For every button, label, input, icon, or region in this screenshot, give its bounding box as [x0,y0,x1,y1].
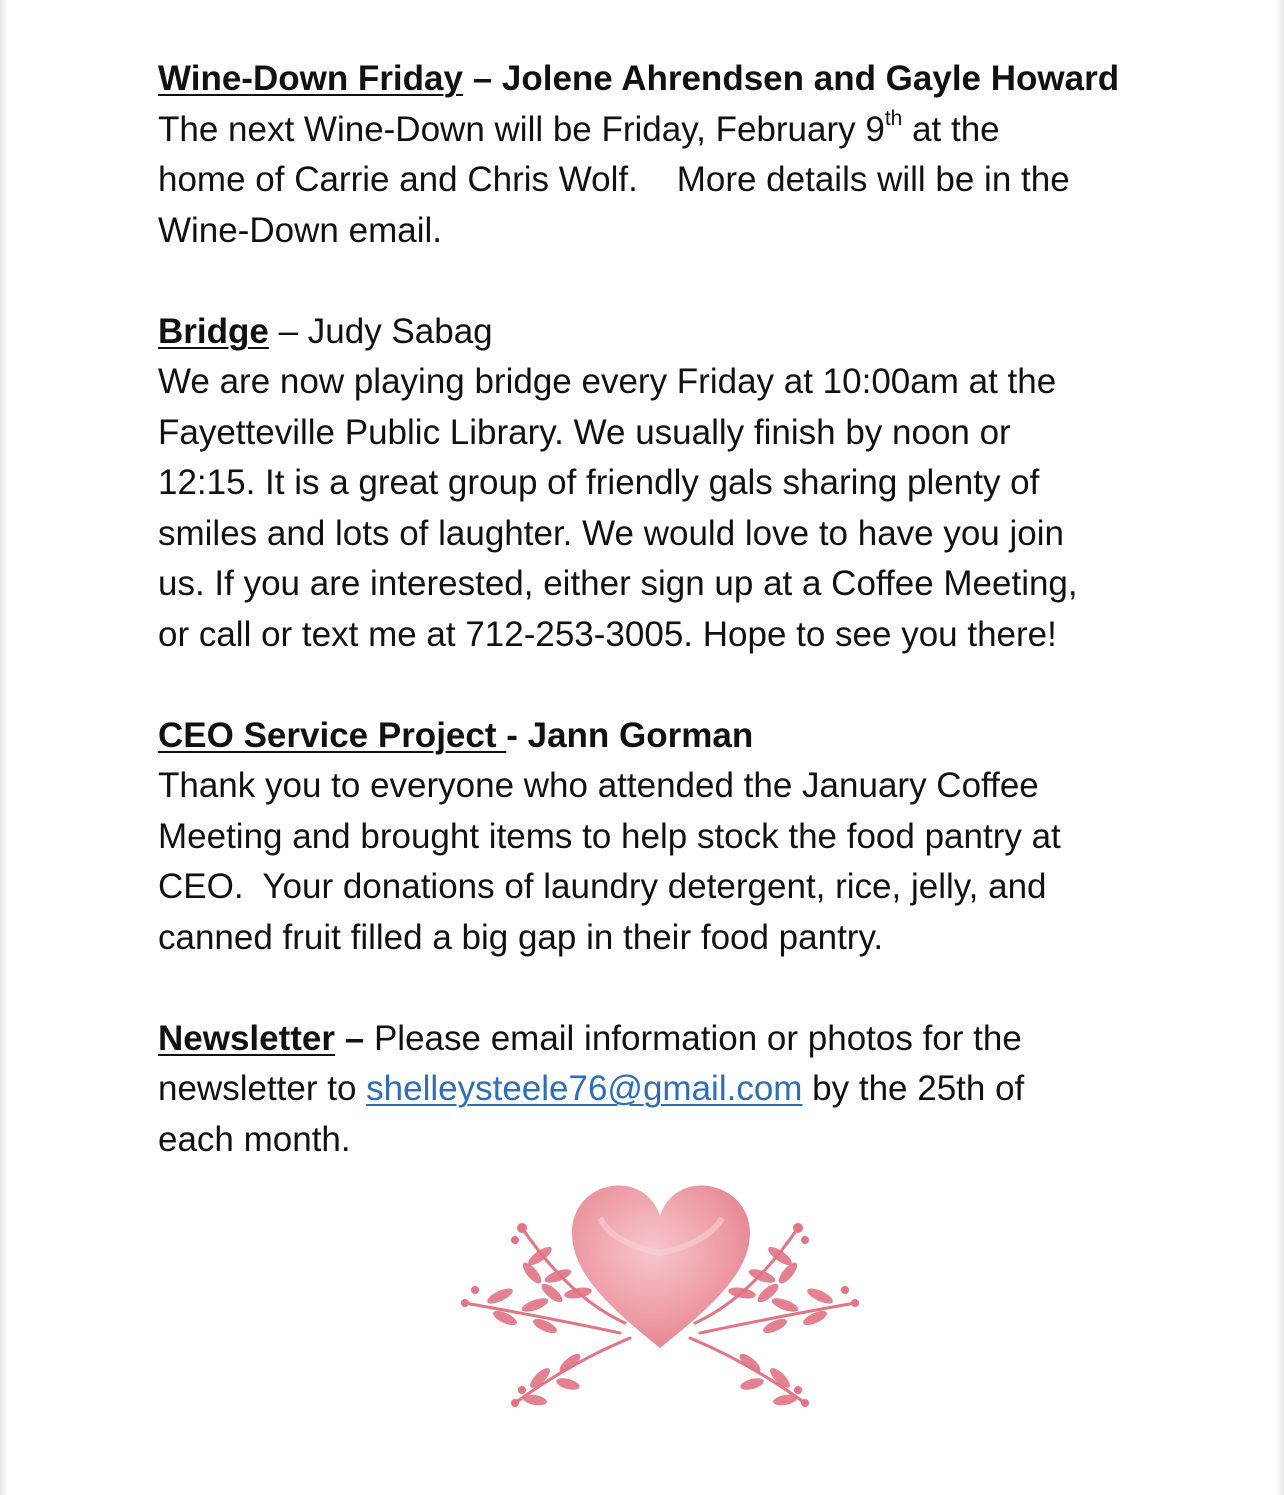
bridge-text-line: Fayetteville Public Library. We usually finish by noon or [158,412,1011,452]
wine-down-section [158,54,1178,256]
newsletter-text-line [158,1064,1178,1115]
newsletter-title: Newsletter [158,1018,336,1058]
ceo-text-line: Meeting and brought items to help stock the food pantry at [158,816,1061,856]
newsletter-text: Please email information or photos for the [373,1018,1022,1058]
heart-decoration [460,1178,860,1418]
bridge-text-line: or call or text me at 712-253-3005. Hope to see you there! [158,614,1057,654]
ceo-text-line: canned fruit filled a big gap in their food pantry. [158,917,884,957]
wine-down-date-text-end: at the [902,109,1000,149]
page-edge-left [0,0,8,1495]
bridge-dash: – [268,311,308,351]
newsletter-content [158,54,1178,1165]
wine-down-hosts: Jolene Ahrendsen and Gayle Howard [501,59,1120,98]
heart-shape [572,1185,750,1348]
newsletter-text-line: each month. [158,1119,351,1159]
newsletter-section [158,1014,1178,1166]
ceo-leader: Jann Gorman [527,715,754,755]
bridge-text-line: 12:15. It is a great group of friendly gals sharing plenty of [158,463,1040,502]
ceo-section [158,711,1178,964]
bridge-leader: Judy Sabag [307,311,493,351]
page-edge-right [1276,0,1284,1495]
ceo-title: CEO Service Project [158,715,507,755]
wine-down-text-line [158,105,1178,156]
ordinal-suffix: th [884,106,903,130]
heart-icon [460,1178,860,1418]
newsletter-dash: – [335,1018,374,1058]
bridge-section [158,307,1178,661]
newsletter-text: newsletter to [158,1069,367,1108]
ceo-text-line: CEO. Your donations of laundry detergent, rice, jelly, and [158,867,1047,906]
email-link[interactable]: shelleysteele76@gmail.com [366,1069,803,1108]
wine-down-dash: – [462,59,502,98]
ceo-text-line: Thank you to everyone who attended the January Coffee [158,766,1039,805]
ceo-heading [158,711,1178,762]
bridge-text-line: us. If you are interested, either sign up at a Coffee Meeting, [158,564,1078,603]
ceo-dash: - [506,715,528,755]
wine-down-text-line: home of Carrie and Chris Wolf. More details will be in the [158,160,1070,199]
wine-down-title: Wine-Down Friday [158,59,463,98]
bridge-title: Bridge [158,311,269,351]
newsletter-text: by the 25th of [802,1069,1025,1108]
newsletter-heading [158,1014,1178,1065]
bridge-text-line: smiles and lots of laughter. We would love to have you join [158,513,1064,553]
wine-down-heading [158,54,1178,105]
wine-down-date-text: The next Wine-Down will be Friday, February 9 [158,109,885,149]
wine-down-text-line: Wine-Down email. [158,210,442,250]
bridge-heading [158,307,1178,358]
bridge-text-line: We are now playing bridge every Friday at 10:00am at the [158,362,1057,401]
